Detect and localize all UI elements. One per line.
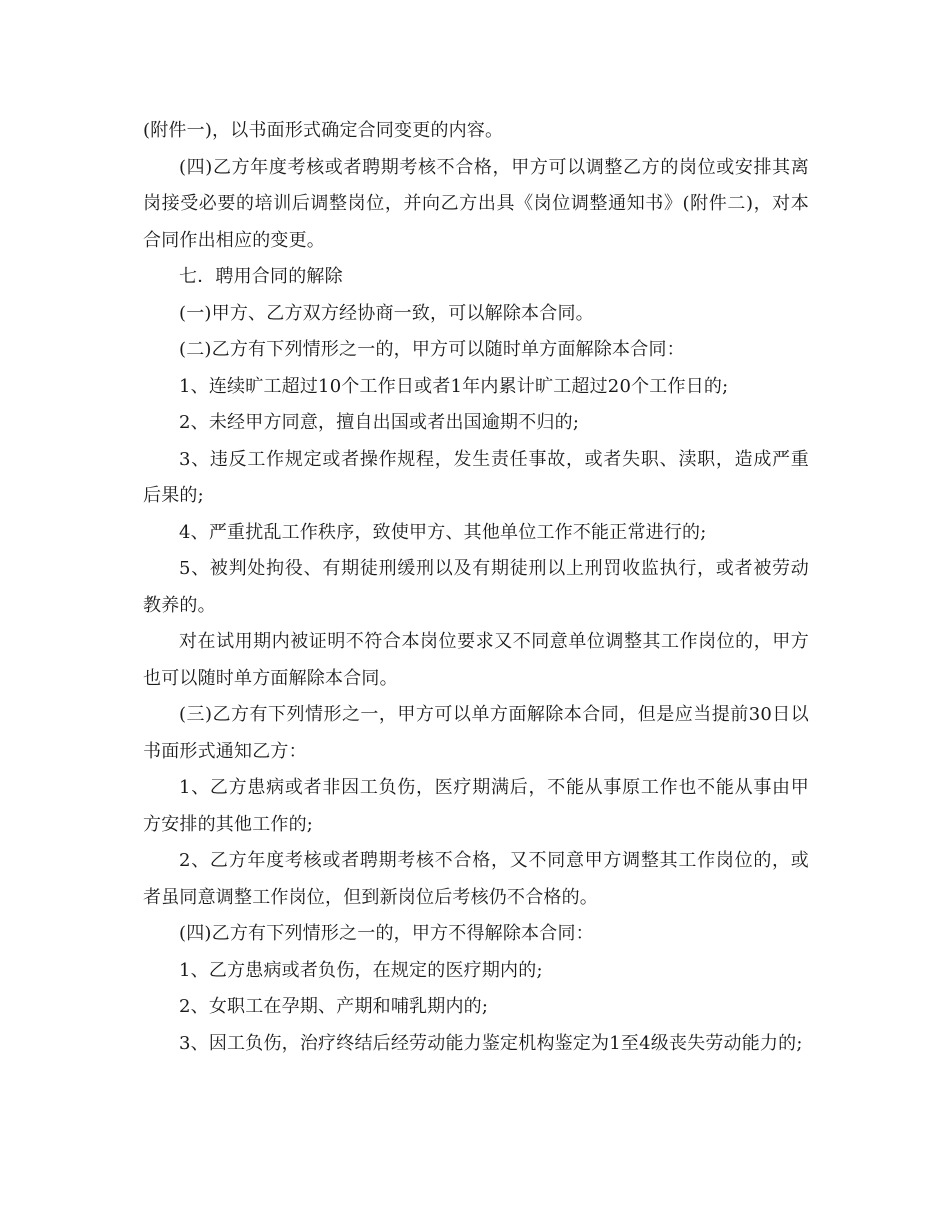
list-item-absence: 1、连续旷工超过10个工作日或者1年内累计旷工超过20个工作日的;: [179, 375, 729, 397]
list-item-work-injury: 3、因工负伤，治疗终结后经劳动能力鉴定机构鉴定为1至4级丧失劳动能力的;: [179, 1032, 803, 1054]
list-item-sentence: 5、被判处拘役、有期徒刑缓刑以及有期徒刑以上刑罚收监执行，或者被劳动教养的。: [143, 558, 809, 616]
document-body: [143, 113, 809, 1062]
list-item-assessment: 2、乙方年度考核或者聘期考核不合格，又不同意甲方调整其工作岗位的，或者虽同意调整工作岗位，但到新岗位后考核仍不合格的。: [143, 850, 809, 908]
paragraph-clause-1-mutual: (一)甲方、乙方双方经协商一致，可以解除本合同。: [179, 302, 594, 324]
paragraph-clause-2-unilateral: (二)乙方有下列情形之一的，甲方可以随时单方面解除本合同：: [179, 339, 685, 360]
list-item-illness: 1、乙方患病或者非因工负伤，医疗期满后，不能从事原工作也不能从事由甲方安排的其他工作的;: [143, 777, 809, 835]
list-item-pregnancy: 2、女职工在孕期、产期和哺乳期内的;: [179, 996, 489, 1017]
list-item-violation: 3、违反工作规定或者操作规程，发生责任事故，或者失职、渎职，造成严重后果的;: [143, 448, 809, 506]
paragraph-clause-3-notice: (三)乙方有下列情形之一，甲方可以单方面解除本合同，但是应当提前30日以书面形式通知乙方：: [143, 704, 809, 762]
list-item-abroad: 2、未经甲方同意，擅自出国或者出国逾期不归的;: [179, 412, 580, 433]
paragraph-probation: 对在试用期内被证明不符合本岗位要求又不同意单位调整其工作岗位的，甲方也可以随时单方面解除本合同。: [143, 631, 809, 689]
paragraph-clause-4-prohibited: (四)乙方有下列情形之一的，甲方不得解除本合同：: [179, 923, 594, 944]
section-heading-termination: 七．聘用合同的解除: [179, 266, 343, 287]
paragraph-attachment-one: (附件一)，以书面形式确定合同变更的内容。: [143, 120, 504, 141]
paragraph-clause-4-adjust: (四)乙方年度考核或者聘期考核不合格，甲方可以调整乙方的岗位或安排其离岗接受必要的培训后调整岗位，并向乙方出具《岗位调整通知书》(附件二)，对本合同作出相应的变更。: [143, 156, 809, 251]
list-item-medical-period: 1、乙方患病或者负伤，在规定的医疗期内的;: [179, 959, 543, 981]
list-item-disruption: 4、严重扰乱工作秩序，致使甲方、其他单位工作不能正常进行的;: [179, 521, 707, 543]
